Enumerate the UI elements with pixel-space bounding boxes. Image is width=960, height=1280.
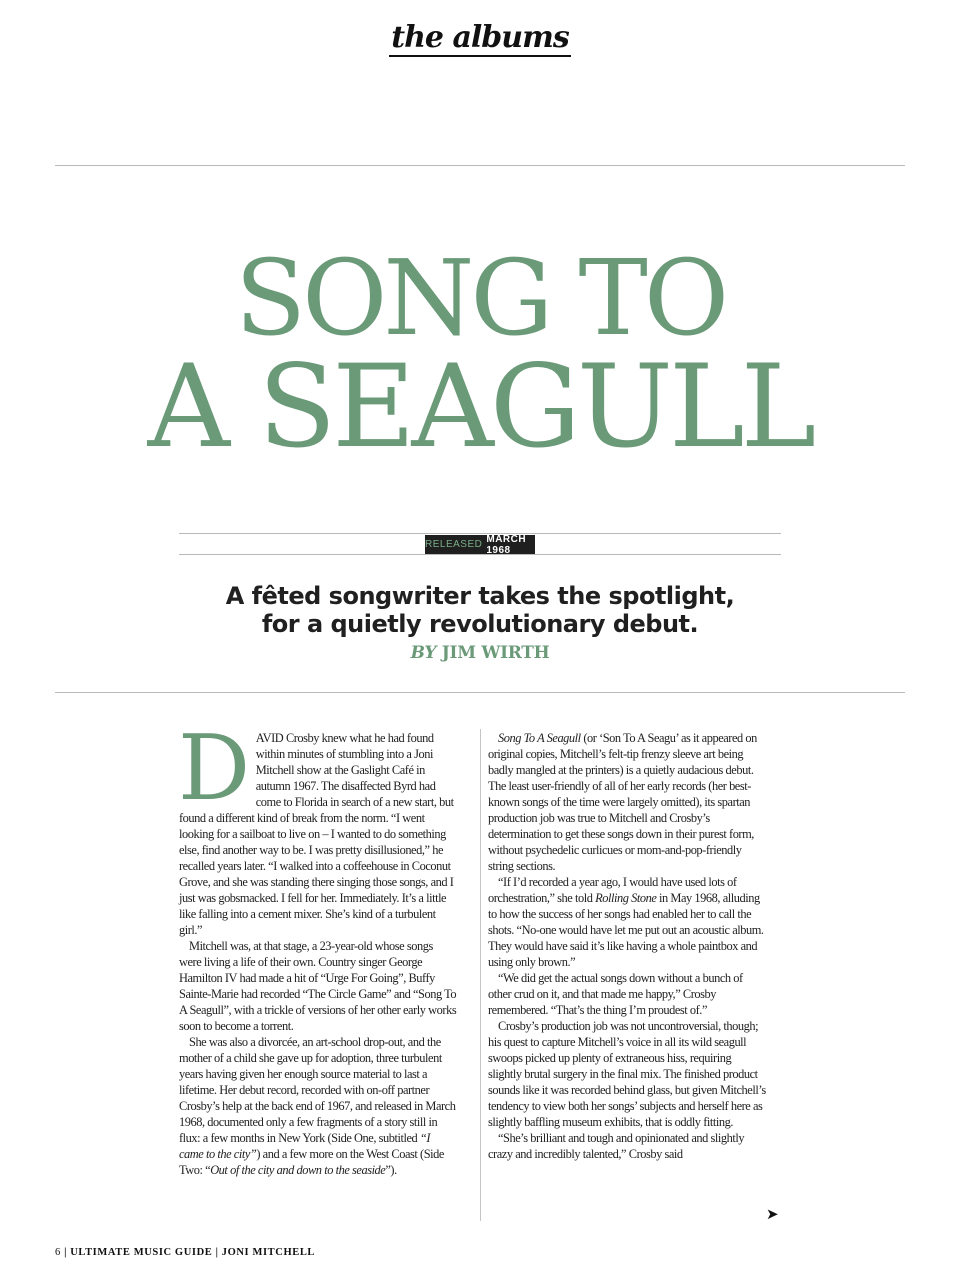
page-number: 6 [55, 1247, 61, 1258]
standfirst-line-2: for a quietly revolutionary debut. [261, 610, 699, 638]
standfirst-line-1: A fêted songwriter takes the spotlight, [225, 582, 735, 610]
release-date: MARCH 1968 [486, 533, 527, 556]
released-rule-bottom [179, 554, 781, 555]
release-badge [425, 535, 535, 554]
paragraph: “She’s brilliant and tough and opinionated and slightly crazy and incredibly talented,” Crosby said [488, 1131, 745, 1161]
column-1 [178, 716, 457, 1178]
body-rule [55, 692, 905, 693]
release-label: RELEASED [425, 539, 483, 550]
paragraph: Song To A Seagull (or ‘Son To A Seagu’ as it appeared on original copies, Mitchell’s felt-tip frenzy sleeve art being badly mangled at the printers) is a quietly audacious debut. The least user-friendly of all of her early records (her best-known songs of the time were largely omitted), its spartan production job was true to Mitchell and Crosby’s determination to get these songs down in their purest form, without psychedelic curlicues or mom-and-pop-friendly string sections. [488, 731, 757, 873]
continue-arrow-icon: ➤ [766, 1205, 779, 1223]
footer-subject: JONI MITCHELL [221, 1247, 316, 1258]
paragraph: DAVID Crosby knew what he had found within minutes of stumbling into a Joni Mitchell show at the Gaslight Café in autumn 1967. The disaffected Byrd had come to Florida in search of a new start, but found a different kind of break from the norm. “I went looking for a sailboat to live on – I wanted to do something else, find another way to be. I was pretty disillusioned,” he recalled years later. “I walked into a coffeehouse in Coconut Grove, and she was standing there singing those songs, and I just was gobsmacked. I fell for her. Immediately. It’s a little like falling into a cement mixer. She’s kind of a turbulent girl.” [178, 716, 454, 937]
title-line-1: SONG TO [234, 237, 726, 359]
section-label: the albums [391, 20, 569, 55]
byline-author: JIM WIRTH [441, 643, 550, 663]
byline-by: BY [410, 643, 437, 663]
released-rule-top [179, 533, 781, 534]
top-rule [55, 165, 905, 166]
drop-cap: D [178, 716, 250, 821]
paragraph: Crosby’s production job was not uncontroversial, though; his quest to capture Mitchell’s voice in all its wild seagull swoops picked up plenty of extraneous hiss, requiring slightly brutal surgery in the final mix. The finished product sounds like it was recorded behind glass, but given Mitchell’s tendency to view both her songs’ subjects and herself here as slightly baffling museum exhibits, that is oddly fitting. [488, 1019, 766, 1129]
standfirst [0, 582, 960, 638]
paragraph: Mitchell was, at that stage, a 23-year-old whose songs were living a life of their own. Country singer George Hamilton IV had made a hit of “Urge For Going”, Buffy Sainte-Marie had recorded “The Circle Game” and “Song To A Seagull”, with a trickle of versions of her other early works soon to become a torrent. [179, 939, 457, 1033]
paragraph: “If I’d recorded a year ago, I would have used lots of orchestration,” she told Rolling Stone in May 1968, alluding to how the success of her songs had enabled her to call the shots. “No-one would have let me put out an acoustic album. They would have said it’s like having a whole paintbox and using only brown.” [488, 875, 764, 969]
byline [0, 643, 960, 663]
paragraph: “We did get the actual songs down without a bunch of other crud on it, and that made me happy,” Crosby remembered. “That’s the thing I’m proudest of.” [488, 971, 743, 1017]
publication-name: ULTIMATE MUSIC GUIDE [70, 1247, 213, 1258]
paragraph: She was also a divorcée, an art-school drop-out, and the mother of a child she gave up for adoption, three turbulent years having given her enough source material to last a lifetime. Her debut record, recorded with on-off partner Crosby’s help at the back end of 1967, and released in March 1968, documented only a few fragments of a story still in flux: a few months in New York (Side One, subtitled “I came to the city”) and a few more on the West Coast (Side Two: “Out of the city and down to the seaside”). [179, 1035, 456, 1177]
title-line-2: A SEAGULL [147, 340, 813, 473]
column-divider [480, 729, 481, 1221]
column-2 [488, 730, 766, 1162]
page-footer: 6 | ULTIMATE MUSIC GUIDE | JONI MITCHELL [55, 1247, 316, 1258]
